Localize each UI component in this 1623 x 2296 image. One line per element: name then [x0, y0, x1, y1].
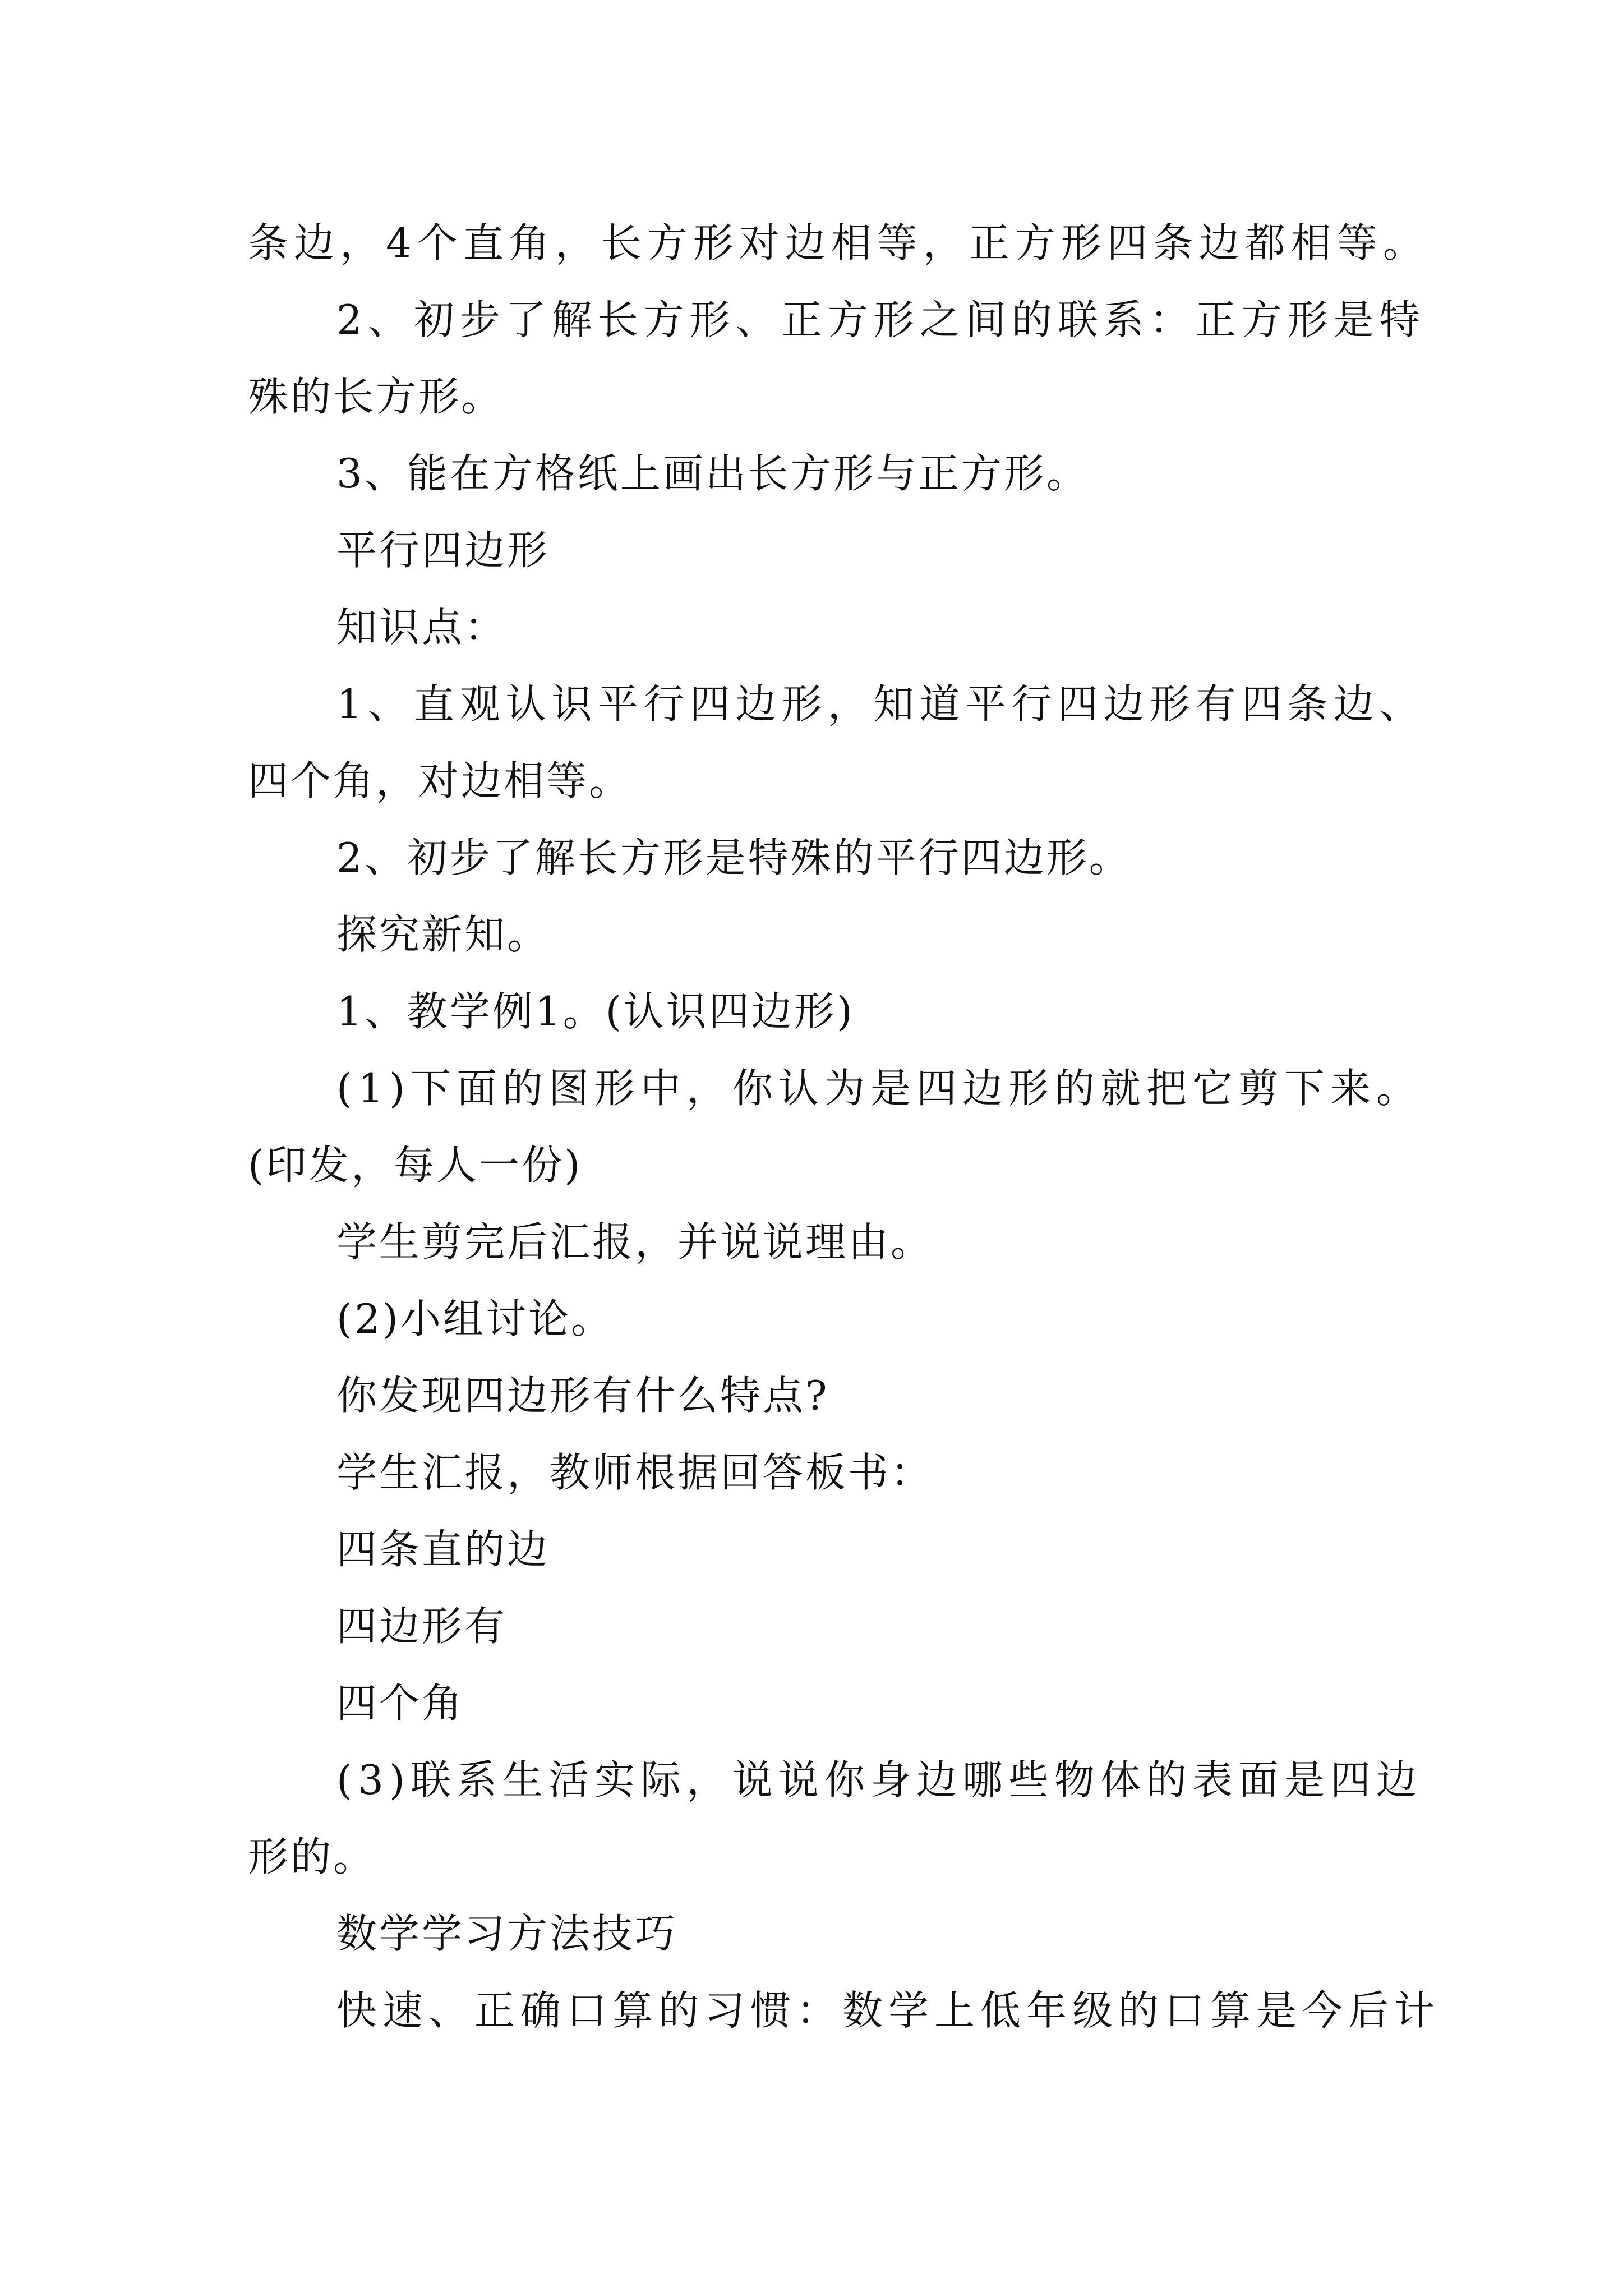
text-line-22: 形的。 — [248, 1833, 376, 1880]
section-heading-parallelogram: 平行四边形 — [336, 527, 550, 574]
text-line-13: (印发，每人一份) — [248, 1142, 583, 1189]
text-line-14: 学生剪完后汇报，并说说理由。 — [336, 1218, 934, 1266]
text-line-1: 条边，4个直角，长方形对边相等，正方形四条边都相等。 — [248, 219, 1429, 266]
text-line-11: 1、教学例1。(认识四边形) — [336, 988, 855, 1035]
section-heading-math-tips: 数学学习方法技巧 — [336, 1910, 678, 1957]
text-line-6: 知识点： — [336, 604, 508, 651]
text-line-4: 3、能在方格纸上画出长方形与正方形。 — [336, 450, 1089, 497]
text-line-3: 殊的长方形。 — [248, 373, 504, 420]
text-line-20: 四个角 — [336, 1680, 465, 1727]
text-line-8: 四个角，对边相等。 — [248, 757, 632, 804]
text-line-24: 快速、正确口算的习惯：数学上低年级的口算是今后计 — [336, 1987, 1441, 2034]
text-line-16: 你发现四边形有什么特点? — [336, 1372, 829, 1419]
text-line-12: (1)下面的图形中，你认为是四边形的就把它剪下来。 — [336, 1065, 1422, 1112]
text-line-19: 四边形有 — [336, 1603, 508, 1650]
text-line-18: 四条直的边 — [336, 1526, 550, 1573]
text-line-15: (2)小组讨论。 — [336, 1295, 614, 1342]
text-line-17: 学生汇报，教师根据回答板书： — [336, 1449, 934, 1496]
text-line-21: (3)联系生活实际，说说你身边哪些物体的表面是四边 — [336, 1756, 1422, 1803]
text-line-7: 1、直观认识平行四边形，知道平行四边形有四条边、 — [336, 680, 1426, 728]
text-line-2: 2、初步了解长方形、正方形之间的联系：正方形是特 — [336, 296, 1426, 343]
text-line-10: 探究新知。 — [336, 911, 550, 958]
text-line-9: 2、初步了解长方形是特殊的平行四边形。 — [336, 834, 1132, 881]
